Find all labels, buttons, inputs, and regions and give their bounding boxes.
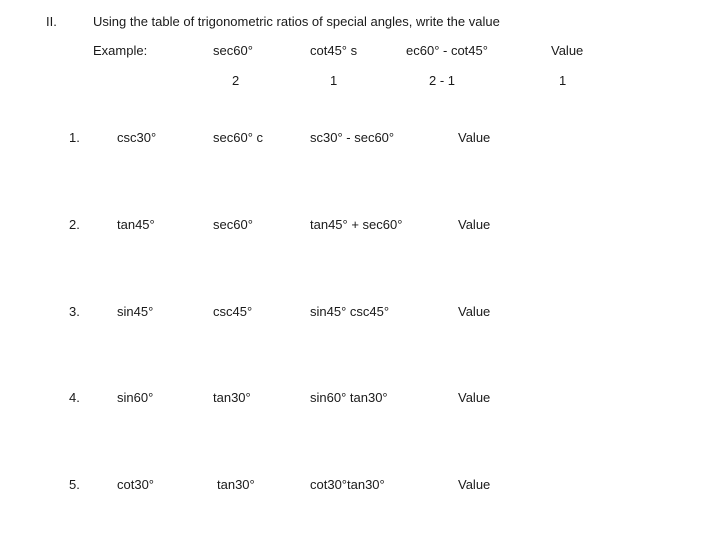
problem-function-b: tan30°: [217, 477, 255, 492]
problem-value-label: Value: [458, 217, 491, 232]
example-val-c: 2 - 1: [429, 73, 456, 88]
problem-function-b: csc45°: [213, 304, 253, 319]
example-col-d: Value: [551, 43, 584, 58]
problem-function-b: tan30°: [213, 390, 251, 405]
problem-number: 2.: [69, 217, 80, 232]
problem-value-label: Value: [458, 130, 491, 145]
problem-value-label: Value: [458, 304, 491, 319]
problem-function-a: cot30°: [117, 477, 155, 492]
problem-number: 3.: [69, 304, 80, 319]
problem-function-a: csc30°: [117, 130, 157, 145]
problem-number: 4.: [69, 390, 80, 405]
problem-number: 5.: [69, 477, 80, 492]
problem-expression: sin45° csc45°: [310, 304, 390, 319]
problem-function-b: sec60° c: [213, 130, 264, 145]
problem-expression: sin60° tan30°: [310, 390, 388, 405]
problem-function-a: sin60°: [117, 390, 154, 405]
problem-expression: sc30° - sec60°: [310, 130, 395, 145]
example-col-b: cot45° s: [310, 43, 358, 58]
example-val-b: 1: [330, 73, 338, 88]
example-val-d: 1: [559, 73, 567, 88]
problem-value-label: Value: [458, 390, 491, 405]
example-col-a: sec60°: [213, 43, 253, 58]
problem-function-a: sin45°: [117, 304, 154, 319]
example-label: Example:: [93, 43, 148, 58]
problem-function-a: tan45°: [117, 217, 155, 232]
example-col-c: ec60° - cot45°: [406, 43, 488, 58]
example-val-a: 2: [232, 73, 240, 88]
instruction-text: Using the table of trigonometric ratios of special angles, write the value: [93, 14, 500, 29]
problem-function-b: sec60°: [213, 217, 253, 232]
section-numeral: II.: [46, 14, 57, 29]
problem-expression: cot30°tan30°: [310, 477, 385, 492]
problem-number: 1.: [69, 130, 80, 145]
problem-value-label: Value: [458, 477, 491, 492]
problem-expression: tan45° + sec60°: [310, 217, 403, 232]
